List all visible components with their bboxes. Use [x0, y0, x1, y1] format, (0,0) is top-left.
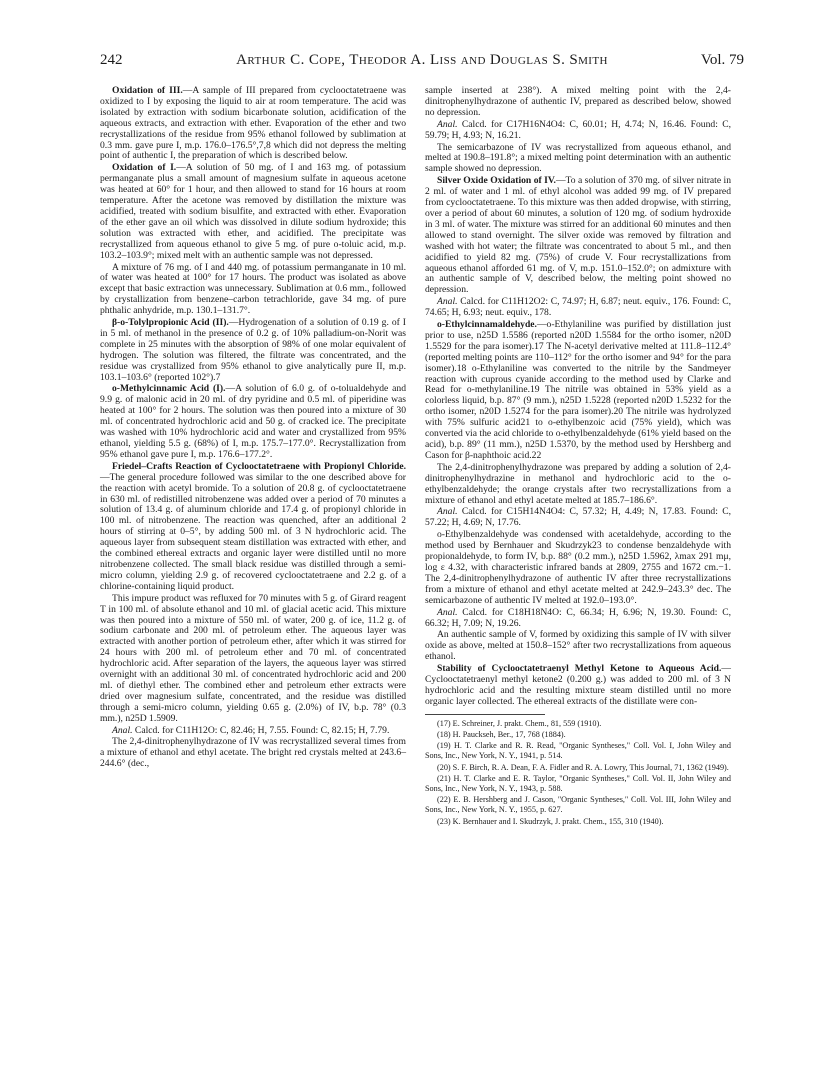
paragraph	[425, 608, 731, 630]
paragraph-text: An authentic sample of V, formed by oxidizing this sample of IV with silver oxide as above, melted at 150.8–152° after two recrystallizations from aqueous ethanol.	[425, 629, 731, 663]
paragraph	[100, 86, 406, 162]
paragraph	[425, 507, 731, 529]
running-header	[100, 52, 744, 72]
paragraph	[100, 318, 406, 383]
paragraph-text: Calcd. for C11H12O2: C, 74.97; H, 6.87; neut. equiv., 176. Found: C, 74.65; H, 6.93; neut. equiv., 178.	[425, 296, 731, 319]
paragraph-text: A mixture of 76 mg. of I and 440 mg. of potassium permanganate in 10 ml. of water was heated at 100° for 17 hours. The product was isolated as above except that basic extraction was unnecessary. Sublimation at 0.6 mm., followed by crystallization from benzene–carbon tetrachloride, gave 34 mg. of pure phthalic anhydride, m.p. 130.1–131.7°.	[100, 261, 406, 317]
footnote: (18) H. Pauckseh, Ber., 17, 768 (1884).	[437, 729, 566, 739]
analysis-label: Anal.	[437, 296, 458, 308]
section-heading: Oxidation of I.	[112, 162, 177, 174]
paragraph	[100, 384, 406, 460]
paragraph-text: —Cyclooctatetraenyl methyl ketone2 (0.200 g.) was added to 200 ml. of 3 N hydrochloric acid and the resulting mixture steam distilled until no more organic layer collected. The ethereal extracts of the distillate were con-	[425, 663, 731, 707]
paragraph-text: sample inserted at 238°). A mixed melting point with the 2,4-dinitrophenylhydrazone of authentic IV, prepared as described below, showed no depression.	[425, 85, 731, 118]
footnote: (19) H. T. Clarke and R. R. Read, "Organic Syntheses," Coll. Vol. I, John Wiley and Sons, Inc., New York, N. Y., 1941, p. 514.	[425, 741, 731, 761]
paragraph-text: The 2,4-dinitrophenylhydrazone of IV was recrystallized several times from a mixture of ethanol and ethyl acetate. The bright red crystals melted at 243.6–244.6° (dec.,	[100, 736, 406, 770]
paragraph-text: The 2,4-dinitrophenylhydrazone was prepared by adding a solution of 2,4-dinitrophenylhydrazine in methanol and hydrochloric acid to the o-ethylbenzaldehyde; the orange crystals after two recrystallizations from a mixture of ethanol and ethyl acetate melted at 185.7–186.6°.	[425, 461, 731, 506]
paragraph	[425, 664, 731, 708]
section-heading: Stability of Cyclooctatetraenyl Methyl Ketone to Aqueous Acid.	[437, 663, 722, 675]
paragraph	[100, 462, 406, 593]
paragraph-text: Calcd. for C18H18N4O: C, 66.34; H, 6.96; N, 19.30. Found: C, 66.32; H, 7.09; N, 19.26.	[425, 606, 731, 629]
paragraph-text: —A solution of 50 mg. of I and 163 mg. of potassium permanganate plus a small amount of magnesium sulfate in aqueous acetone was heated at 60° for 1 hour, and then allowed to stand for 16 hours at room temperature. After the acetone was removed by distillation the mixture was acidified, treated with sodium bisulfite, and extracted with ether. Evaporation of the ether gave an oil which was dissolved in dilute sodium hydroxide; this solution was extracted with ether, and acidified. The precipitate was recrystallized from aqueous ethanol to give 5 mg. of pure o-toluic acid, m.p. 103.2–103.9°; mixed melt with an authentic sample was not depressed.	[100, 162, 406, 261]
analysis-label: Anal.	[437, 606, 458, 618]
paragraph	[425, 297, 731, 319]
section-heading: Friedel–Crafts Reaction of Cyclooctatetraene with Propionyl Chloride.	[112, 460, 406, 472]
paragraph-text: o-Ethylbenzaldehyde was condensed with acetaldehyde, according to the method used by Bernhauer and Skudrzyk23 to condense benzaldehyde with propionaldehyde, to form IV, b.p. 88° (0.2 mm.), n25D 1.5962, λmax 291 mμ, log ε 4.32, with characteristic infrared bands at 2809, 2755 and 1672 cm.−1. The 2,4-dinitrophenylhydrazone of authentic IV after three recrystallizations from a mixture of ethanol and ethyl acetate melted at 242.9–243.3° dec. The semicarbazone of authentic IV melted at 192.0–193.0°.	[425, 529, 731, 606]
footnote-divider	[425, 714, 545, 715]
paragraph-text: —Hydrogenation of a solution of 0.19 g. of I in 5 ml. of methanol in the presence of 0.2 g. of 10% palladium-on-Norit was complete in 25 minutes with the absorption of 98% of one molar equivalent of hydrogen. The solution was filtered, the filtrate was concentrated, and the residue was crystallized from 95% ethanol to give analytically pure II, m.p. 103.1–103.6° (reported 102°).7	[100, 317, 406, 383]
section-heading: Silver Oxide Oxidation of IV.	[437, 175, 556, 187]
paragraph-text: The semicarbazone of IV was recrystallized from aqueous ethanol, and melted at 190.8–191.8°; a mixed melting point determination with an authentic sample showed no depression.	[425, 141, 731, 175]
paragraph-text: —A solution of 6.0 g. of o-tolualdehyde and 9.9 g. of malonic acid in 20 ml. of dry pyridine and 0.5 ml. of piperidine was heated at 100° for 2 hours. The solution was then poured into a mixture of 30 ml. of concentrated hydrochloric acid and 50 g. of cracked ice. The precipitate was washed with 10% hydrochloric acid and water and crystallized from 95% ethanol, yielding 5.5 g. (68%) of I, m.p. 175.7–177.0°. Recrystallization from 95% ethanol gave pure I, m.p. 176.6–177.2°.	[100, 383, 407, 460]
paragraph	[100, 163, 406, 261]
analysis-label: Anal.	[437, 118, 458, 130]
paragraph	[425, 120, 731, 142]
paragraph-text: —o-Ethylaniline was purified by distillation just prior to use, n25D 1.5586 (reported n20D 1.5584 for the ortho isomer, n20D 1.5529 for the para isomer).17 The N-acetyl derivative melted at 111.8–112.4° (reported melting points are 110–112° for the ortho isomer and 94° for the para isomer).18 o-Ethylaniline was converted to the nitrile by the Sandmeyer reaction with cuprous cyanide according to the method used by Clarke and Read for o-methylaniline.19 The nitrile was obtained in 53% yield as a colorless liquid, b.p. 87° (9 mm.), n25D 1.5228 (reported n20D 1.5232 for the ortho isomer, n20D 1.5274 for the para isomer).20 The nitrile was hydrolyzed with 75% sulfuric acid21 to o-ethylbenzoic acid (75% yield), which was converted via the acid chloride to o-ethylbenzaldehyde (61% yield based on the acid), b.p. 89° (11 mm.), n25D 1.5370, by the method used by Hershberg and Cason for β-naphthoic acid.22	[425, 319, 731, 461]
analysis-label: Anal.	[437, 506, 458, 518]
paragraph	[425, 530, 731, 606]
footnote: (20) S. F. Birch, R. A. Dean, F. A. Fidler and R. A. Lowry, This Journal, 71, 1362 (1949).	[437, 762, 729, 772]
footnote: (21) H. T. Clarke and E. R. Taylor, "Organic Syntheses," Coll. Vol. II, John Wiley and Sons, Inc., New York, N. Y., 1943, p. 588.	[425, 773, 731, 793]
paragraph-text: This impure product was refluxed for 70 minutes with 5 g. of Girard reagent T in 100 ml. of absolute ethanol and 10 ml. of glacial acetic acid. This mixture was then poured into a mixture of 550 ml. of water, 200 g. of ice, 11.2 g. of sodium carbonate and 200 ml. of petroleum ether. The aqueous layer was extracted with another portion of petroleum ether, after which it was stirred for 24 hours with 200 ml. of petroleum ether and 70 ml. of concentrated hydrochloric acid. After separation of the layers, the aqueous layer was stirred overnight with an additional 30 ml. of concentrated hydrochloric acid and 200 ml. of diethyl ether. The combined ether and petroleum ether extracts were dried over magnesium sulfate, concentrated, and the residue was distilled through a semi-micro column, yielding 0.65 g. (2.0%) of IV, b.p. 78° (0.3 mm.), n25D 1.5909.	[100, 592, 406, 724]
paragraph-text: Calcd. for C17H16N4O4: C, 60.01; H, 4.74; N, 16.46. Found: C, 59.79; H, 4.93; N, 16.21.	[425, 118, 731, 141]
right-column	[425, 86, 731, 828]
paragraph	[100, 263, 406, 318]
paragraph	[425, 143, 731, 176]
paragraph-text: —To a solution of 370 mg. of silver nitrate in 2 ml. of water and 1 ml. of ethyl alcohol was added 99 mg. of IV prepared from cyclooctatetraene. To this mixture was then added dropwise, with stirring, over a period of about 60 minutes, a solution of 120 mg. of sodium hydroxide in 3 ml. of water. The mixture was stirred for an additional 60 minutes and then allowed to stand overnight. The silver oxide was removed by filtration and washed with hot water; the filtrate was concentrated to about 5 ml., and then acidified to yield 82 mg. (75%) of crude V. Four recrystallizations from aqueous ethanol afforded 61 mg. of V, m.p. 151.0–152.0°; on admixture with an authentic sample of V, described below, the melting point showed no depression.	[425, 175, 731, 296]
paragraph-text: Calcd. for C15H14N4O4: C, 57.32; H, 4.49; N, 17.83. Found: C, 57.22; H, 4.69; N, 17.76.	[425, 506, 731, 529]
section-heading: β-o-Tolylpropionic Acid (II).	[112, 317, 229, 329]
running-authors: Arthur C. Cope, Theodor A. Liss and Douglas S. Smith	[236, 52, 608, 68]
paragraph	[100, 594, 406, 725]
paragraph-text: Calcd. for C11H12O: C, 82.46; H, 7.55. Found: C, 82.15; H, 7.79.	[132, 724, 390, 736]
paragraph-text: —A sample of III prepared from cyclooctatetraene was oxidized to I by exposing the liquid to air at room temperature. The acid was isolated by extraction with sodium bicarbonate solution, acidification of the aqueous extracts, and extraction with ether. Evaporation of the ether and two recrystallizations of the residue from 95% ethanol followed by sublimation at 0.3 mm. gave pure I, m.p. 176.0–176.5°,7,8 which did not depress the melting point of authentic I, the preparation of which is described below.	[100, 85, 407, 162]
section-heading: Oxidation of III.	[112, 85, 183, 96]
footnote: (22) E. B. Hershberg and J. Cason, "Organic Syntheses," Coll. Vol. III, John Wiley and Sons, Inc., New York, N. Y., 1955, p. 627.	[425, 795, 731, 815]
paragraph	[100, 737, 406, 770]
paragraph-text: —The general procedure followed was similar to the one described above for the reaction with acetyl bromide. To a solution of 20.8 g. of cyclooctatetraene in 630 ml. of redistilled nitrobenzene was added over a period of 70 minutes a solution of 13.4 g. of aluminum chloride and 17.4 g. of propionyl chloride in 100 ml. of nitrobenzene. The reaction was quenched, after an additional 2 hours of stirring at 0–5°, by adding 500 ml. of 3 N hydrochloric acid. The aqueous layer from subsequent steam distillation was extracted with ether, and the combined ethereal extracts and organic layer were distilled until no more nitrobenzene collected. The small black residue was distilled through a semi-micro column, yielding 2.9 g. of recovered cyclooctatetraene and 2.2 g. of a chlorine-containing liquid product.	[100, 471, 406, 592]
footnote: (17) E. Schreiner, J. prakt. Chem., 81, 559 (1910).	[437, 718, 602, 728]
left-column	[100, 86, 406, 771]
section-heading: o-Methylcinnamic Acid (I).	[112, 383, 226, 395]
analysis-label: Anal.	[112, 724, 133, 736]
section-heading: o-Ethylcinnamaldehyde.	[437, 319, 537, 331]
paragraph	[425, 630, 731, 663]
paragraph	[425, 86, 731, 119]
paragraph	[100, 726, 406, 737]
paragraph	[425, 320, 731, 462]
paragraph	[425, 463, 731, 507]
volume-label: Vol. 79	[700, 52, 744, 68]
page-number: 242	[100, 52, 123, 68]
paragraph	[425, 176, 731, 296]
footnote: (23) K. Bernhauer and I. Skudrzyk, J. prakt. Chem., 155, 310 (1940).	[437, 816, 664, 826]
